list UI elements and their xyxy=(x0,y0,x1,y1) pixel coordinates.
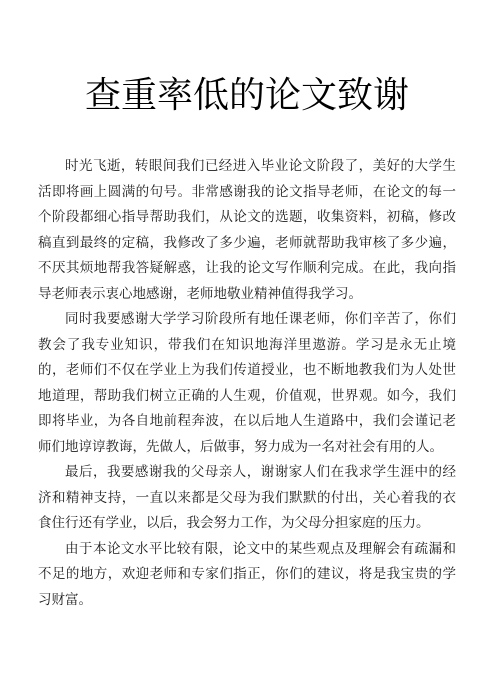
paragraph-3: 最后，我要感谢我的父母亲人，谢谢家人们在我求学生涯中的经济和精神支持，一直以来都是父母为我们默默的付出，关心着我的衣食住行还有学业，以后，我会努力工作，为父母分担家庭的压力。 xyxy=(38,464,456,531)
paragraph-2: 同时我要感谢大学学习阶段所有地任课老师，你们辛苦了，你们教会了我专业知识，带我们在知识地海洋里遨游。学习是永无止境的，老师们不仅在学业上为我们传道授业，也不断地教我们为人处世地道理，帮助我们树立正确的人生观，价值观，世界观。如今，我们即将毕业，为各自地前程奔波，在以后地人生道路中，我们会谨记老师们地谆谆教诲，先做人，后做事，努力成为一名对社会有用的人。 xyxy=(38,311,456,455)
document-body xyxy=(38,154,456,613)
paragraph-1: 时光飞逝，转眼间我们已经进入毕业论文阶段了，美好的大学生活即将画上圆满的句号。非常感谢我的论文指导老师，在论文的每一个阶段都细心指导帮助我们，从论文的选题，收集资料，初稿，修改稿直到最终的定稿，我修改了多少遍，老师就帮助我审核了多少遍，不厌其烦地帮我答疑解惑，让我的论文写作顺利完成。在此，我向指导老师表示衷心地感谢，老师地敬业精神值得我学习。 xyxy=(38,158,456,302)
document-title: 查重率低的论文致谢 xyxy=(84,75,409,116)
paragraph-4: 由于本论文水平比较有限，论文中的某些观点及理解会有疏漏和不足的地方，欢迎老师和专家们指正，你们的建议，将是我宝贵的学习财富。 xyxy=(38,540,456,608)
